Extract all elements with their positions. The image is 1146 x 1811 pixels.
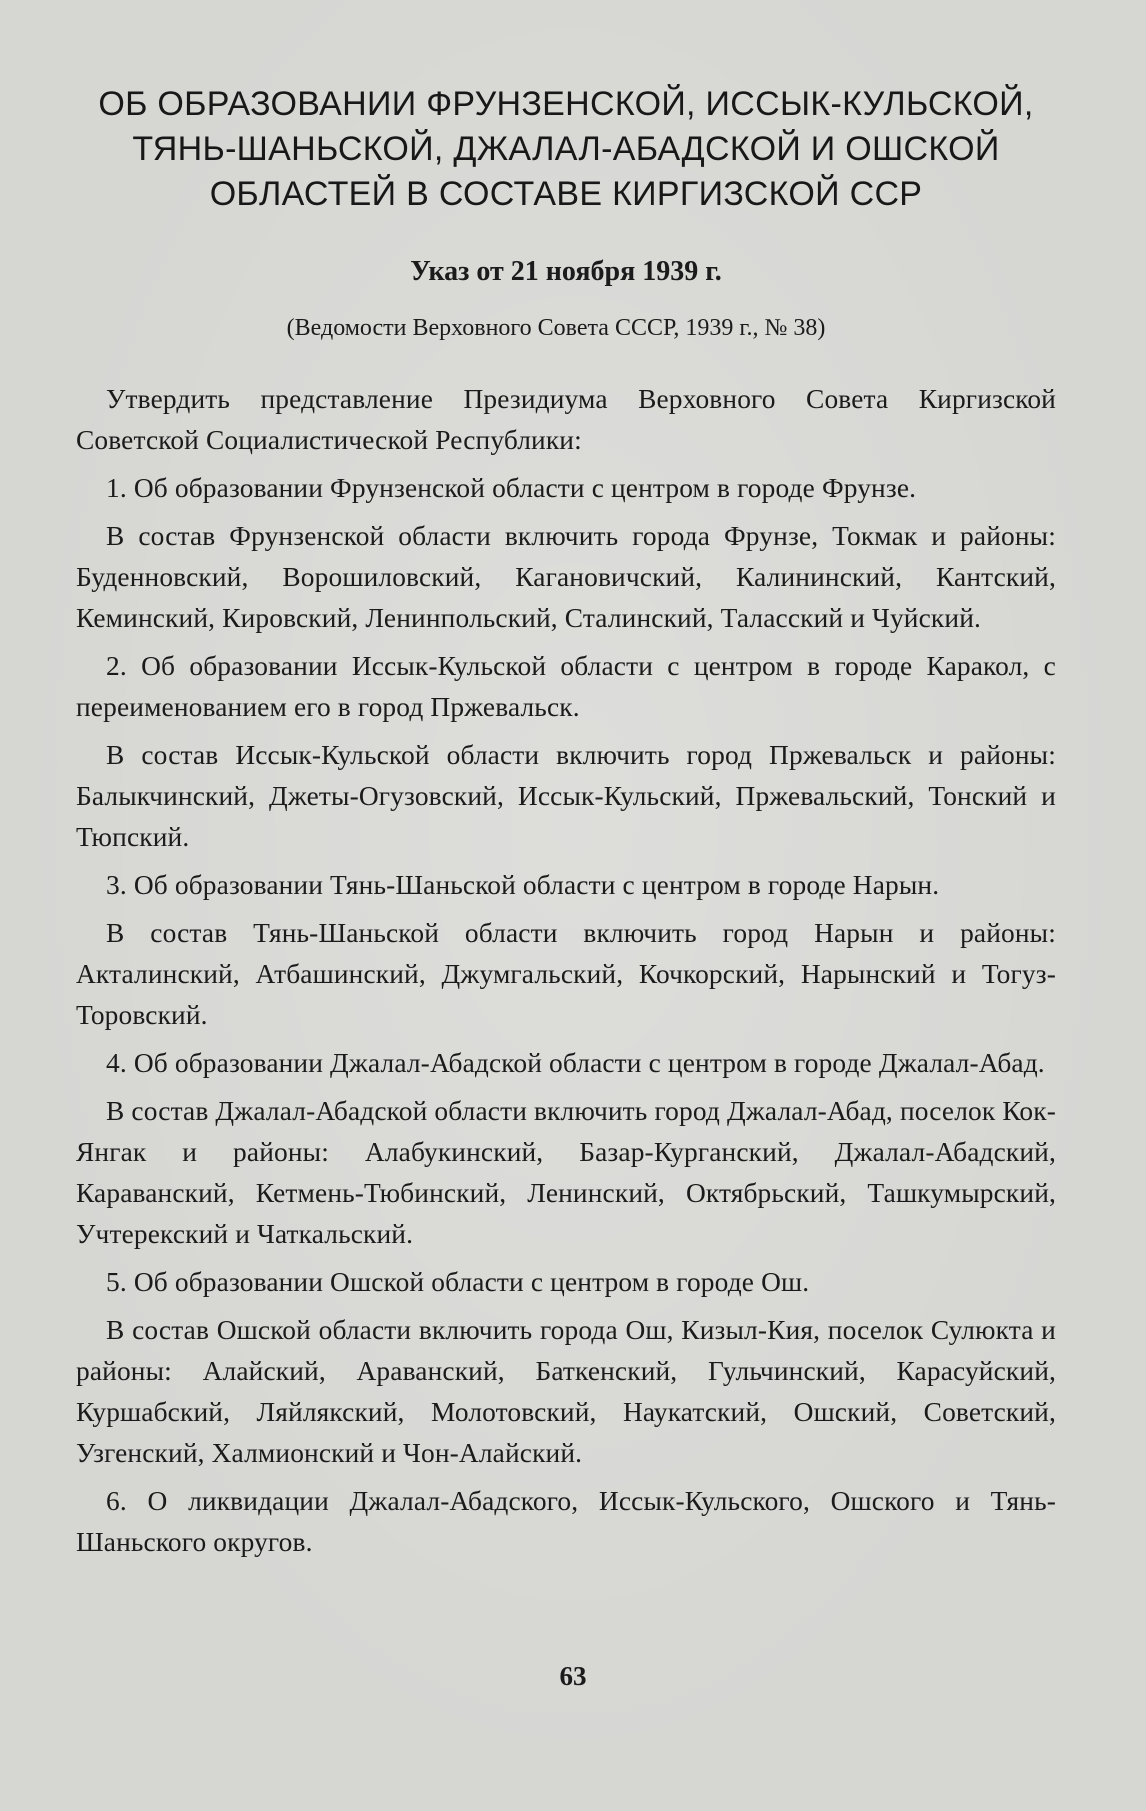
paragraph: В состав Ошской области включить города Ош, Кизыл-Кия, поселок Сулюкта и районы: Алайский, Араванский, Баткенский, Гульчинский, Карасуйский, Куршабский, Ляйлякский, Молотовский, Наукатский, Ошский, Советский, Узгенский, Халмионский и Чон-Алайский. bbox=[76, 1315, 1056, 1468]
heading-line: ТЯНЬ-ШАНЬСКОЙ, ДЖАЛАЛ-АБАДСКОЙ И ОШСКОЙ bbox=[132, 130, 1000, 168]
paragraph: 6. О ликвидации Джалал-Абадского, Иссык-Кульского, Ошского и Тянь-Шаньского округов. bbox=[76, 1486, 1056, 1557]
paragraph: 3. Об образовании Тянь-Шаньской области с центром в городе Нарын. bbox=[106, 870, 940, 900]
heading-line: ОБЛАСТЕЙ В СОСТАВЕ КИРГИЗСКОЙ ССР bbox=[209, 175, 923, 213]
paragraph: В состав Тянь-Шаньской области включить город Нарын и районы: Акталинский, Атбашинский, Джумгальский, Кочкорский, Нарынский и Тогуз-Торовский. bbox=[76, 918, 1056, 1030]
document-heading bbox=[76, 82, 1056, 217]
paragraph: В состав Джалал-Абадской области включить город Джалал-Абад, поселок Кок-Янгак и районы: Алабукинский, Базар-Курганский, Джалал-Абадский, Караванский, Кетмень-Тюбинский, Ленинский, Октябрьский, Ташкумырский, Учтерекский и Чаткальский. bbox=[76, 1096, 1056, 1249]
source-reference: (Ведомости Верховного Совета СССР, 1939 г., № 38) bbox=[286, 315, 826, 341]
paragraph: 5. Об образовании Ошской области с центром в городе Ош. bbox=[106, 1267, 810, 1297]
paragraph: В состав Иссык-Кульской области включить город Пржевальск и районы: Балыкчинский, Джеты-Огузовский, Иссык-Кульский, Пржевальский, Тонский и Тюпский. bbox=[76, 740, 1056, 852]
paragraph: Утвердить представление Президиума Верховного Совета Киргизской Советской Социалистической Республики: bbox=[76, 384, 1056, 455]
paragraph: 1. Об образовании Фрунзенской области с центром в городе Фрунзе. bbox=[106, 473, 917, 503]
heading-line: ОБ ОБРАЗОВАНИИ ФРУНЗЕНСКОЙ, ИССЫК-КУЛЬСКОЙ, bbox=[98, 85, 1034, 123]
decree-date: Указ от 21 ноября 1939 г. bbox=[410, 256, 722, 287]
paragraph: В состав Фрунзенской области включить города Фрунзе, Токмак и районы: Буденновский, Ворошиловский, Кагановичский, Калининский, Кантский, Кеминский, Кировский, Ленинпольский, Сталинский, Таласский и Чуйский. bbox=[76, 521, 1056, 633]
page-number: 63 bbox=[559, 1661, 587, 1691]
paragraph: 4. Об образовании Джалал-Абадской области с центром в городе Джалал-Абад. bbox=[106, 1048, 1045, 1078]
document-body bbox=[76, 379, 1056, 1563]
paragraph: 2. Об образовании Иссык-Кульской области с центром в городе Каракол, с переименованием его в город Пржевальск. bbox=[76, 651, 1056, 722]
